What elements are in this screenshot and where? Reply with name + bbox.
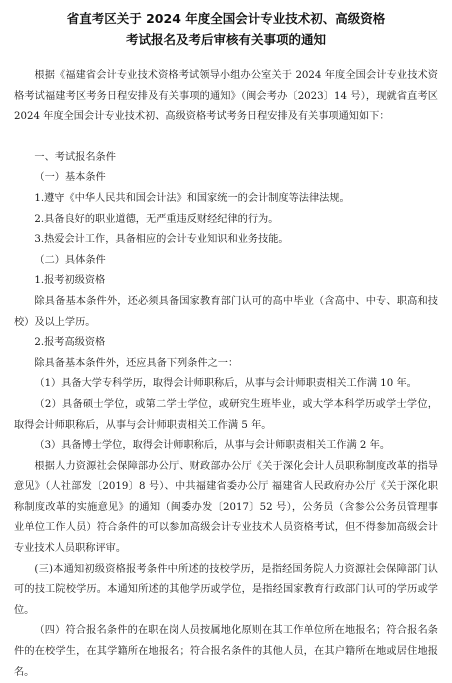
senior-condition-2: （2）具备硕士学位，或第二学士学位，或研究生班毕业，或大学本科学历或学士学位，取得会计师职称后，从事与会计师职责相关工作满 5 年。 <box>14 398 438 431</box>
title-line-2: 考试报名及考后审核有关事项的通知 <box>125 32 326 47</box>
civil-servant-paragraph: 根据人力资源社会保障部办公厅、财政部办公厅《关于深化会计人员职称制度改革的指导意见》（人社部发〔2019〕8 号）、中共福建省委办公厅 福建省人民政府办公厅《关于深化职称制度改革的实施意见》的通知（闽委办发〔2017〕52 号），公务员（含参公公务员管理事业单位工作人员）符合条件的可以参加高级会计专业技术人员资格考试，但不得参加高级会计专业技术人员职称评审。 <box>14 460 438 555</box>
senior-condition-1: （1）具备大学专科学历，取得会计师职称后，从事与会计师职责相关工作满 10 年。 <box>34 378 417 390</box>
subheading-basic: （一）基本条件 <box>34 172 106 184</box>
education-note-paragraph: (三)本通知初级资格报考条件中所述的技校学历，是指经国务院人力资源社会保障部门认可的技工院校学历。本通知所述的其他学历或学位，是指经国家教育行政部门认可的学历或学位。 <box>14 563 438 616</box>
registration-location-paragraph: （四）符合报名条件的在职在岗人员按属地化原则在其工作单位所在地报名；符合报名条件的在校学生，在其学籍所在地报名；符合报名条件的其他人员，在其户籍所在地或居住地报名。 <box>14 625 438 678</box>
basic-condition-2: 2.具备良好的职业道德，无严重违反财经纪律的行为。 <box>34 213 279 225</box>
junior-text: 除具备基本条件外，还必须具备国家教育部门认可的高中毕业（含高中、中专、职高和技校）及以上学历。 <box>14 295 438 328</box>
senior-text: 除具备基本条件外，还应具备下列条件之一： <box>34 357 239 369</box>
notice-body <box>14 66 438 683</box>
senior-condition-3: （3）具备博士学位，取得会计师职称后，从事与会计师职责相关工作满 2 年。 <box>34 440 391 452</box>
basic-condition-3: 3.热爱会计工作，具备相应的会计专业知识和业务技能。 <box>34 234 289 246</box>
senior-heading: 2.报考高级资格 <box>34 337 106 349</box>
intro-paragraph: 根据《福建省会计专业技术资格考试领导小组办公室关于 2024 年度全国会计专业技术资格考试福建考区考务日程安排及有关事项的通知》（闽会考办〔2023〕14 号），现就省直考区 2024 年度全国会计专业技术初、高级资格考试考务日程安排及有关事项通知如下： <box>14 70 438 123</box>
section-heading-1: 一、考试报名条件 <box>34 151 116 163</box>
junior-heading: 1.报考初级资格 <box>34 275 106 287</box>
basic-condition-1: 1.遵守《中华人民共和国会计法》和国家统一的会计制度等法律法规。 <box>34 192 350 204</box>
subheading-specific: （二）具体条件 <box>34 254 106 266</box>
title-line-1: 省直考区关于 2024 年度全国会计专业技术初、高级资格 <box>66 11 386 26</box>
